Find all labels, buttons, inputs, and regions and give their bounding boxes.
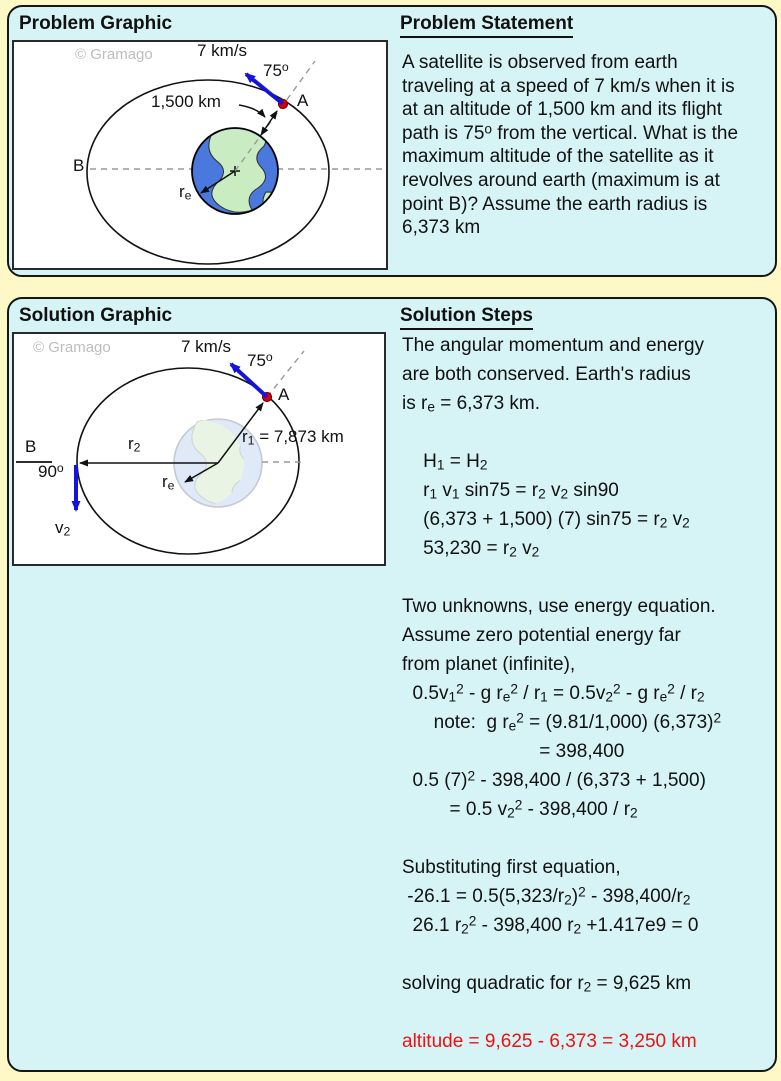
r2-label: $r_2$ xyxy=(128,434,141,455)
watermark: © Gramago xyxy=(75,46,153,63)
problem-statement-heading: Problem Statement xyxy=(400,13,573,38)
angle-b-label: 90$^o$ xyxy=(38,460,64,481)
velocity-label: 7 km/s xyxy=(181,337,232,356)
point-a-label: A xyxy=(297,91,309,110)
solution-steps-heading: Solution Steps xyxy=(400,305,533,330)
altitude-leader-line xyxy=(239,105,265,117)
angle-label: 75$^o$ xyxy=(263,59,289,80)
problem-panel xyxy=(7,5,777,277)
altitude-label: 1,500 km xyxy=(151,92,221,111)
problem-diagram-box xyxy=(12,40,388,270)
problem-graphic-title: Problem Graphic xyxy=(19,13,173,34)
solution-graphic-title: Solution Graphic xyxy=(19,305,173,326)
problem-statement-text: A satellite is observed from earth traveling at a speed of 7 km/s when it is at an altitude of 1,500 km and its flight path is 75$^o$ from the vertical. What is the maximum altitude of the satellite as it revolves around earth (maximum is at point B)? Assume the earth radius is 6,373 km xyxy=(402,52,739,239)
watermark: © Gramago xyxy=(33,339,111,356)
angle-label: 75$^o$ xyxy=(247,349,273,370)
earth-radius-label: $r_e$ xyxy=(162,472,175,493)
solution-panel xyxy=(7,297,777,1072)
v2-label: $v_2$ xyxy=(55,518,71,539)
problem-orbit-diagram xyxy=(14,42,386,268)
solution-steps-text: The angular momentum and energy are both conserved. Earth's radius is $r_e = 6,373$ km. $H_1 = H_2$ $r_1$ $v_1$ $\sin 75 = r_2$ $v_2$ sin90 (6,373 + 1,500) (7) $\sin 75 = r_2$ $v_2$ $53,230 = r_2$ $v_2$ Two unknowns, use energy equation. Assume zero potential energy far from planet (infinite), $0.5v_1^2$ - g $r_e^2 / r_1 = 0.5v_2^2 - g$ $r_e^2 / r_2$ note: g $r_e^2 = (9.81/1,000)$ $(6,373)^2$ = 398,400 0.5 $(7)^2 - 398,400 / (6,373 + 1,500)$ = 0.5 $v_2^2 - 398,400 / r_2$ Substituting first equation, $-26.1 = 0.5(5,323/r_2)^2 - 398,400/r_2$ 26.1 $r_2^2 - 398,400$ $r_2 +1.417e9 = 0$ solving quadratic for $r_2 = 9,625$ km altitude = 9,625 - 6,373 = 3,250 km xyxy=(402,335,722,1052)
r1-label: $r_1 = 7,873$ km xyxy=(242,427,344,448)
point-a-label: A xyxy=(278,385,290,404)
point-b-label: B xyxy=(25,437,37,456)
point-b-label: B xyxy=(73,156,85,175)
velocity-label: 7 km/s xyxy=(197,41,248,60)
earth-radius-label: $r_e$ xyxy=(179,182,192,203)
